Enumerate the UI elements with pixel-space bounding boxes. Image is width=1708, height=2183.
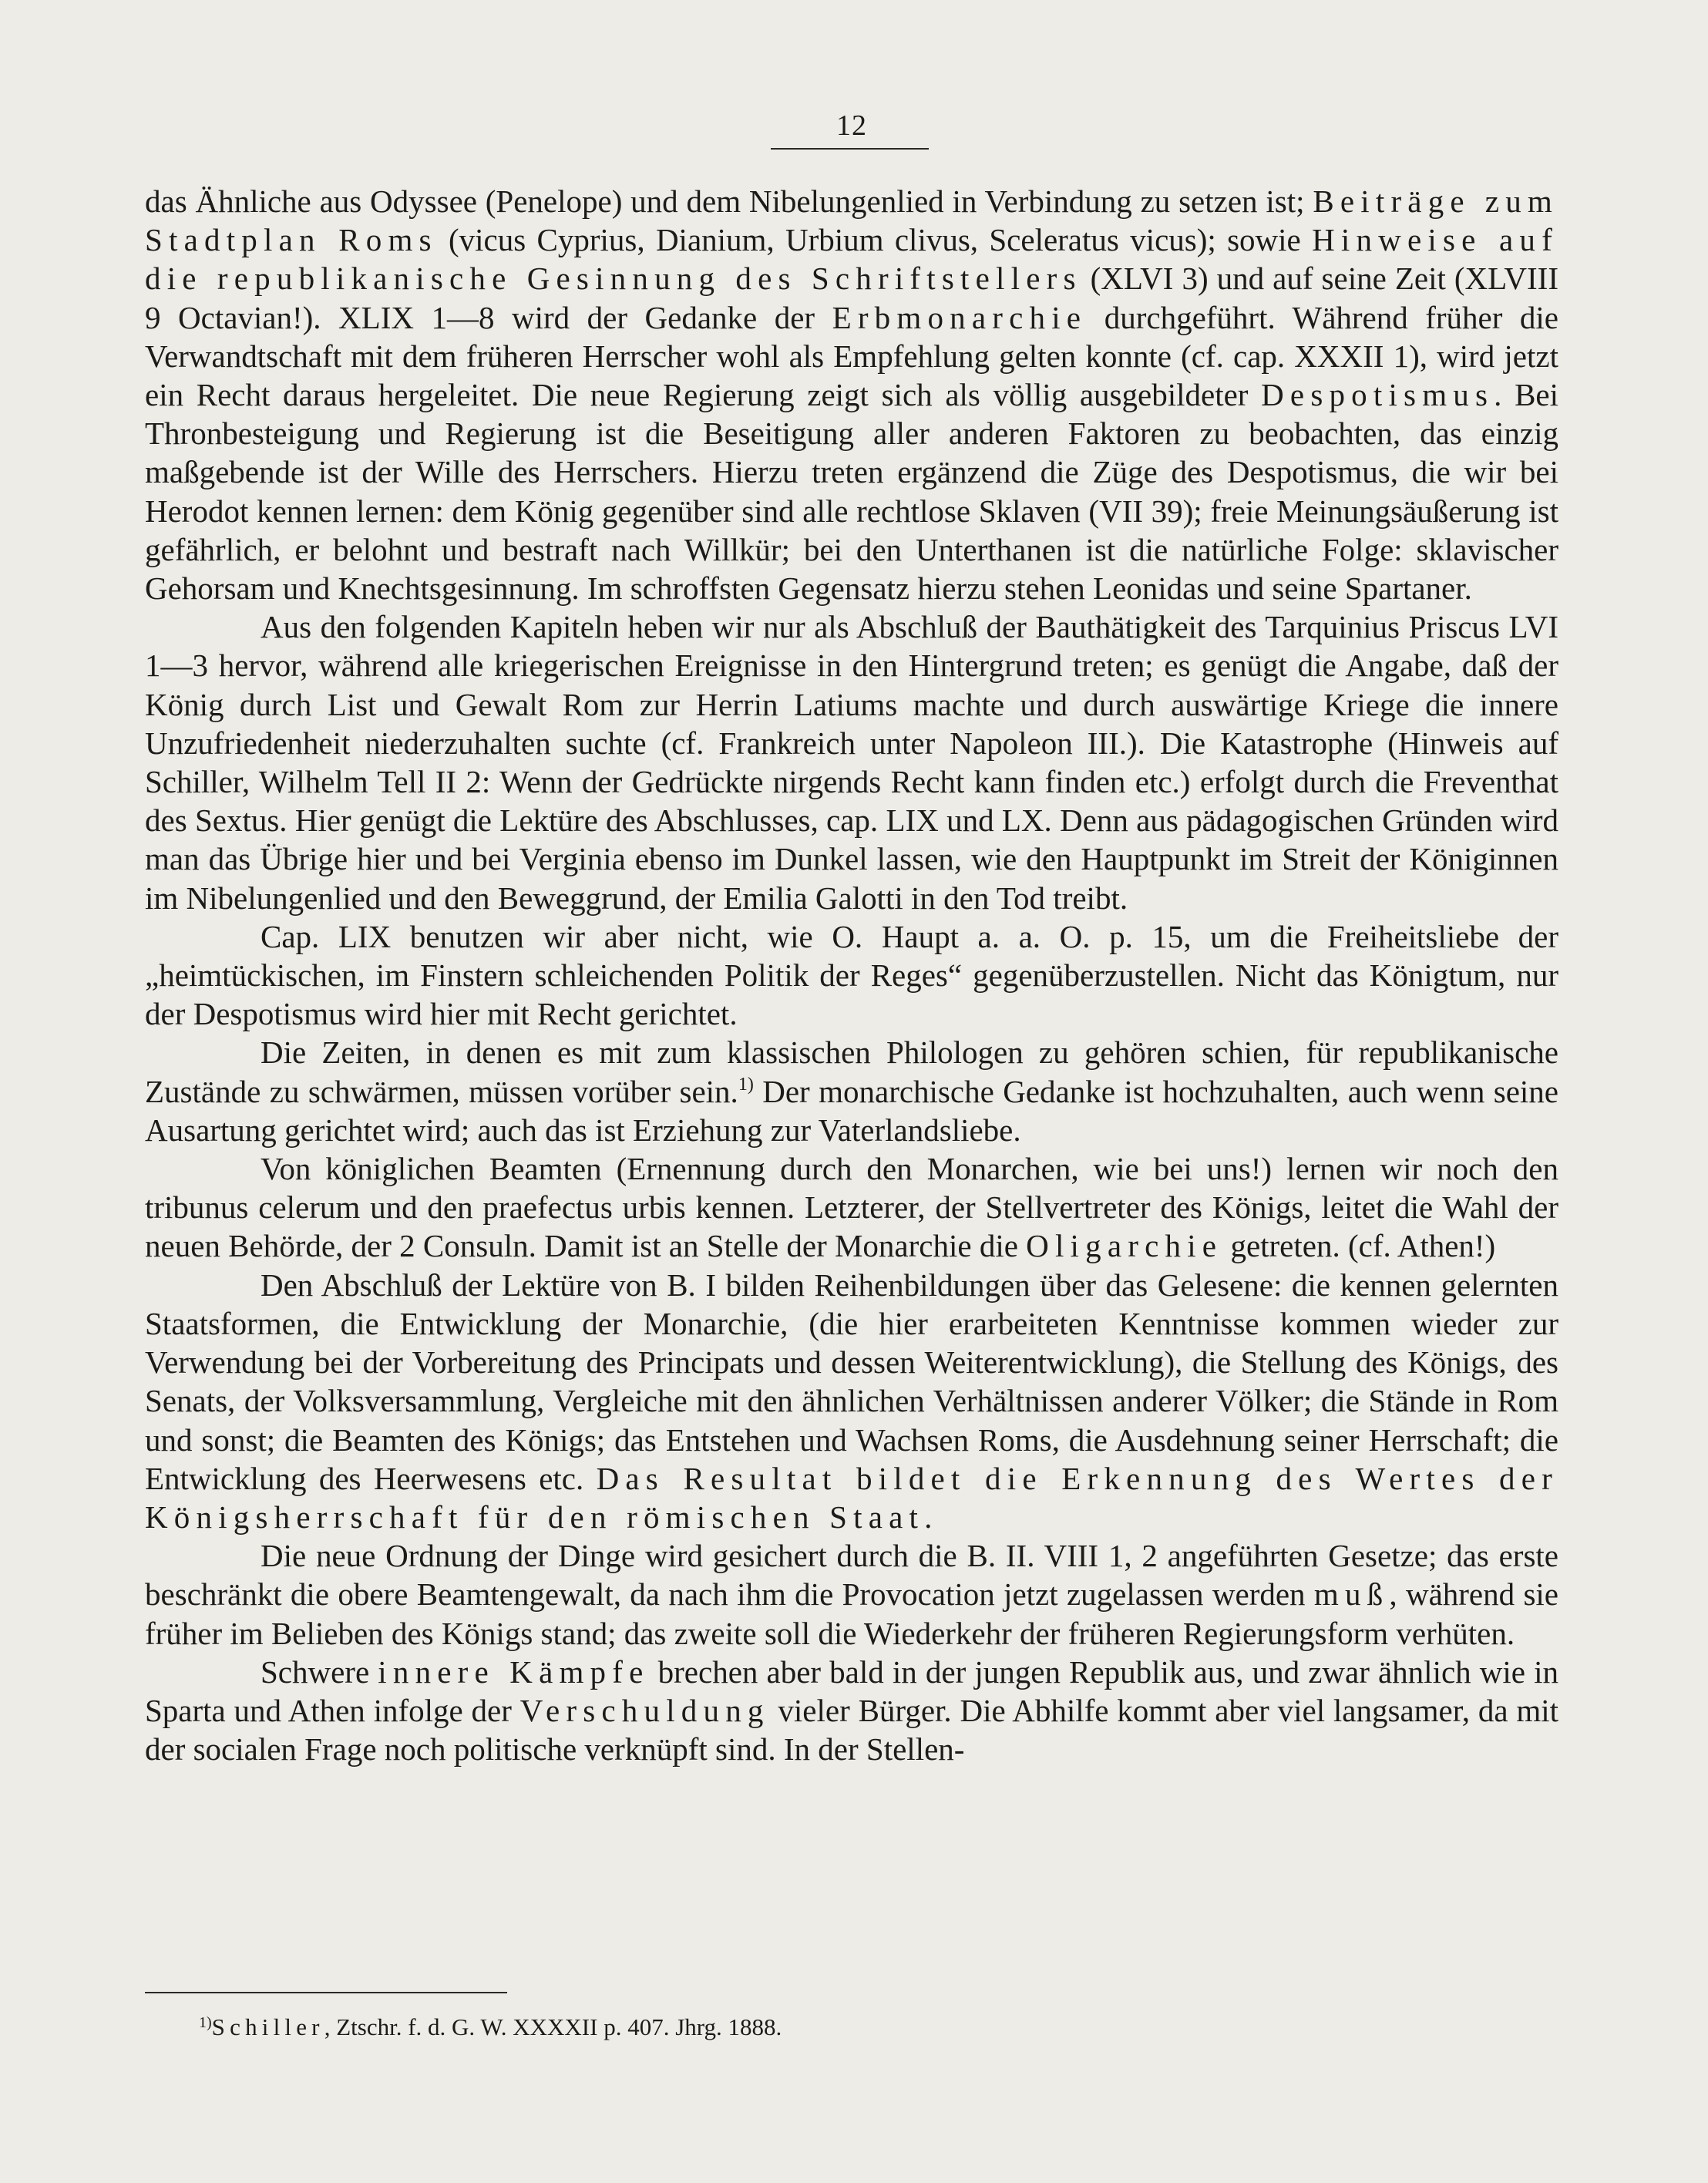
footnote-rule: [145, 1992, 507, 1993]
body-text: [145, 182, 1558, 1768]
paragraph: das Ähnliche aus Odyssee (Penelope) und dem Nibelungenlied in Verbindung zu setzen ist; Beiträge zum Stadtplan Roms (vicus Cyprius, Dianium, Urbium clivus, Sceleratus vicus); sowie Hinweise auf die republikanische Gesinnung des Schriftstellers (XLVI 3) und auf seine Zeit (XLVIII 9 Octavian!). XLIX 1—8 wird der Gedanke der Erbmonarchie durchgeführt. Während früher die Verwandtschaft mit dem früheren Herrscher wohl als Empfehlung gelten konnte (cf. cap. XXXII 1), wird jetzt ein Recht daraus hergeleitet. Die neue Regierung zeigt sich als völlig ausgebildeter Despotismus. Bei Thronbesteigung und Regierung ist die Beseitigung aller anderen Faktoren zu beobachten, das einzig maßgebende ist der Wille des Herrschers. Hierzu treten ergänzend die Züge des Despotismus, die wir bei Herodot kennen lernen: dem König gegenüber sind alle rechtlose Sklaven (VII 39); freie Meinungsäußerung ist gefährlich, er belohnt und bestraft nach Willkür; bei den Unterthanen ist die natürliche Folge: sklavischer Gehorsam und Knechtsgesinnung. Im schroffsten Gegensatz hierzu stehen Leonidas und seine Spartaner.: [145, 183, 1559, 607]
footnote: [199, 2008, 1355, 2042]
paragraph: Schwere innere Kämpfe brechen aber bald in der jungen Republik aus, und zwar ähnlich wie in Sparta und Athen infolge der Verschuldung vieler Bürger. Die Abhilfe kommt aber viel langsamer, da mit der socialen Frage noch politische verknüpft sind. In der Stellen-: [145, 1653, 1558, 1768]
spaced-emphasis: muß: [1313, 1576, 1390, 1613]
spaced-emphasis: Hinweise auf die republikanische Gesinnung des Schriftstellers: [145, 222, 1558, 297]
header-rule: [771, 148, 929, 150]
page-number: 12: [836, 109, 867, 142]
spaced-emphasis: Beiträge zum Stadtplan Roms: [145, 183, 1558, 258]
footnote-reference: 1): [738, 1074, 754, 1095]
paragraph: Von königlichen Beamten (Ernennung durch den Monarchen, wie bei uns!) lernen wir noch den tribunus celerum und den praefectus urbis kennen. Letzterer, der Stellvertreter des Königs, leitet die Wahl der neuen Behörde, der 2 Consuln. Damit ist an Stelle der Monarchie die Oligarchie getreten. (cf. Athen!): [145, 1151, 1558, 1264]
paragraph: Die Zeiten, in denen es mit zum klassischen Philologen zu gehören schien, für republikanische Zustände zu schwärmen, müssen vorüber sein.$^{1)}$ Der monarchische Gedanke ist hochzuhalten, auch wenn seine Ausartung gerichtet wird; auch das ist Erziehung zur Vaterlandsliebe.: [145, 1034, 1558, 1148]
footnote-author: Schiller: [211, 2013, 324, 2040]
footnote-marker: 1): [199, 2014, 212, 2031]
spaced-emphasis: innere Kämpfe: [378, 1653, 650, 1690]
spaced-emphasis: Verschuldung: [519, 1692, 770, 1728]
footnote-text: , Ztschr. f. d. G. W. XXXXII p. 407. Jhrg. 1888.: [324, 2013, 782, 2040]
paragraph: Den Abschluß der Lektüre von B. I bilden Reihenbildungen über das Gelesene: die kennen gelernten Staatsformen, die Entwicklung der Monarchie, (die hier erarbeiteten Kenntnisse kommen wieder zur Verwendung bei der Vorbereitung des Principats und dessen Weiterentwicklung), die Stellung des Königs, des Senats, der Volksversammlung, Vergleiche mit den ähnlichen Verhältnissen anderer Völker; die Stände in Rom und sonst; die Beamten des Königs; das Entstehen und Wachsen Roms, die Ausdehnung seiner Herrschaft; die Entwicklung des Heerwesens etc. Das Resultat bildet die Erkennung des Wertes der Königsherrschaft für den römischen Staat.: [145, 1266, 1558, 1535]
paragraph: Cap. LIX benutzen wir aber nicht, wie O. Haupt a. a. O. p. 15, um die Freiheitsliebe der „heimtückischen, im Finstern schleichenden Politik der Reges“ gegenüberzustellen. Nicht das Königtum, nur der Despotismus wird hier mit Recht gerichtet.: [145, 918, 1558, 1032]
spaced-emphasis: Despotismus: [1261, 377, 1494, 413]
paragraph: Aus den folgenden Kapiteln heben wir nur als Abschluß der Bauthätigkeit des Tarquinius Priscus LVI 1—3 hervor, während alle kriegerischen Ereignisse in den Hintergrund treten; es genügt die Angabe, daß der König durch List und Gewalt Rom zur Herrin Latiums machte und durch auswärtige Kriege die innere Unzufriedenheit niederzuhalten suchte (cf. Frankreich unter Napoleon III.). Die Katastrophe (Hinweis auf Schiller, Wilhelm Tell II 2: Wenn der Gedrückte nirgends Recht kann finden etc.) erfolgt durch die Freventhat des Sextus. Hier genügt die Lektüre des Abschlusses, cap. LIX und LX. Denn aus pädagogischen Gründen wird man das Übrige hier und bei Verginia ebenso im Dunkel lassen, wie den Hauptpunkt im Streit der Königinnen im Nibelungenlied und den Beweggrund, der Emilia Galotti in den Tod treibt.: [145, 609, 1558, 916]
paragraph: Die neue Ordnung der Dinge wird gesichert durch die B. II. VIII 1, 2 angeführten Gesetze; das erste beschränkt die obere Beamtengewalt, da nach ihm die Provocation jetzt zugelassen werden muß, während sie früher im Belieben des Königs stand; das zweite soll die Wiederkehr der früheren Regierungsform verhüten.: [145, 1538, 1558, 1651]
spaced-emphasis: Oligarchie: [1026, 1228, 1223, 1264]
spaced-emphasis: Erbmonarchie: [832, 299, 1088, 335]
spaced-emphasis: Das Resultat bildet die Erkennung des Wertes der Königsherrschaft für den römischen Staat.: [145, 1460, 1558, 1535]
